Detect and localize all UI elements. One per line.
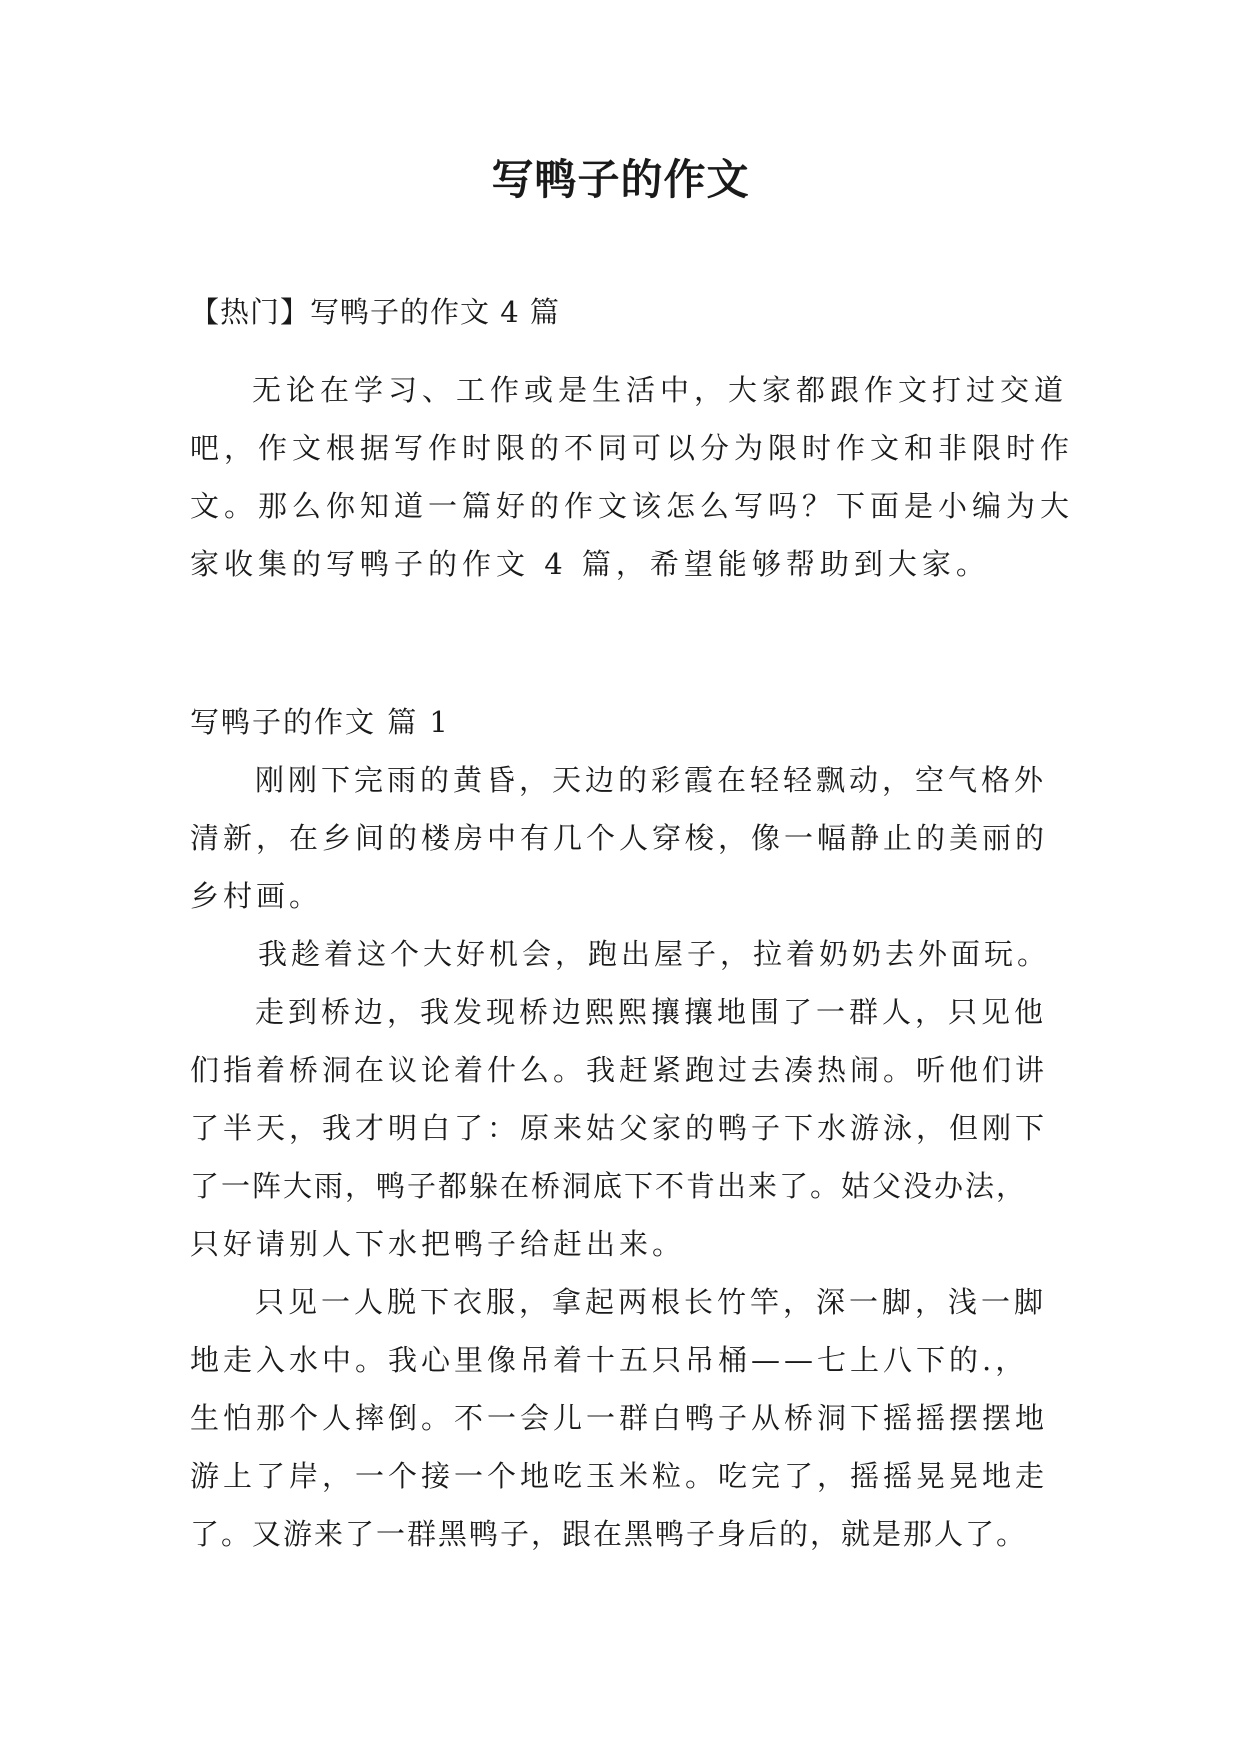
body-line: 只好请别人下水把鸭子给赶出来。 [190, 1227, 686, 1261]
body-line: 了一阵大雨，鸭子都躲在桥洞底下不肯出来了。姑父没办法， [190, 1169, 1028, 1203]
body-line: 游上了岸，一个接一个地吃玉米粒。吃完了，摇摇晃晃地走 [190, 1459, 1049, 1493]
intro-line: 无论在学习、工作或是生活中，大家都跟作文打过交道 [252, 373, 1069, 407]
document-subtitle: 【热门】写鸭子的作文 4 篇 [190, 295, 560, 329]
intro-line: 吧，作文根据写作时限的不同可以分为限时作文和非限时作 [190, 431, 1075, 465]
body-line: 走到桥边，我发现桥边熙熙攘攘地围了一群人，只见他 [255, 995, 1048, 1029]
body-line: 清新，在乡间的楼房中有几个人穿梭，像一幅静止的美丽的 [190, 821, 1049, 855]
document-title: 写鸭子的作文 [491, 155, 750, 204]
body-line: 了。又游来了一群黑鸭子，跟在黑鸭子身后的，就是那人了。 [190, 1517, 1028, 1551]
body-line: 刚刚下完雨的黄昏，天边的彩霞在轻轻飘动，空气格外 [255, 763, 1048, 797]
body-line: 了半天，我才明白了：原来姑父家的鸭子下水游泳，但刚下 [190, 1111, 1049, 1145]
body-line: 们指着桥洞在议论着什么。我赶紧跑过去凑热闹。听他们讲 [190, 1053, 1049, 1087]
section-heading: 写鸭子的作文 篇 1 [190, 705, 450, 739]
body-line: 只见一人脱下衣服，拿起两根长竹竿，深一脚，浅一脚 [255, 1285, 1048, 1319]
intro-line: 文。那么你知道一篇好的作文该怎么写吗？下面是小编为大 [190, 489, 1075, 523]
body-line: 生怕那个人摔倒。不一会儿一群白鸭子从桥洞下摇摇摆摆地 [190, 1401, 1049, 1435]
body-line: 地走入水中。我心里像吊着十五只吊桶——七上八下的.， [190, 1343, 1029, 1377]
body-line: 乡村画。 [190, 879, 323, 913]
intro-line: 家收集的写鸭子的作文 4 篇，希望能够帮助到大家。 [190, 547, 990, 581]
body-line: 我趁着这个大好机会，跑出屋子，拉着奶奶去外面玩。 [258, 937, 1051, 971]
